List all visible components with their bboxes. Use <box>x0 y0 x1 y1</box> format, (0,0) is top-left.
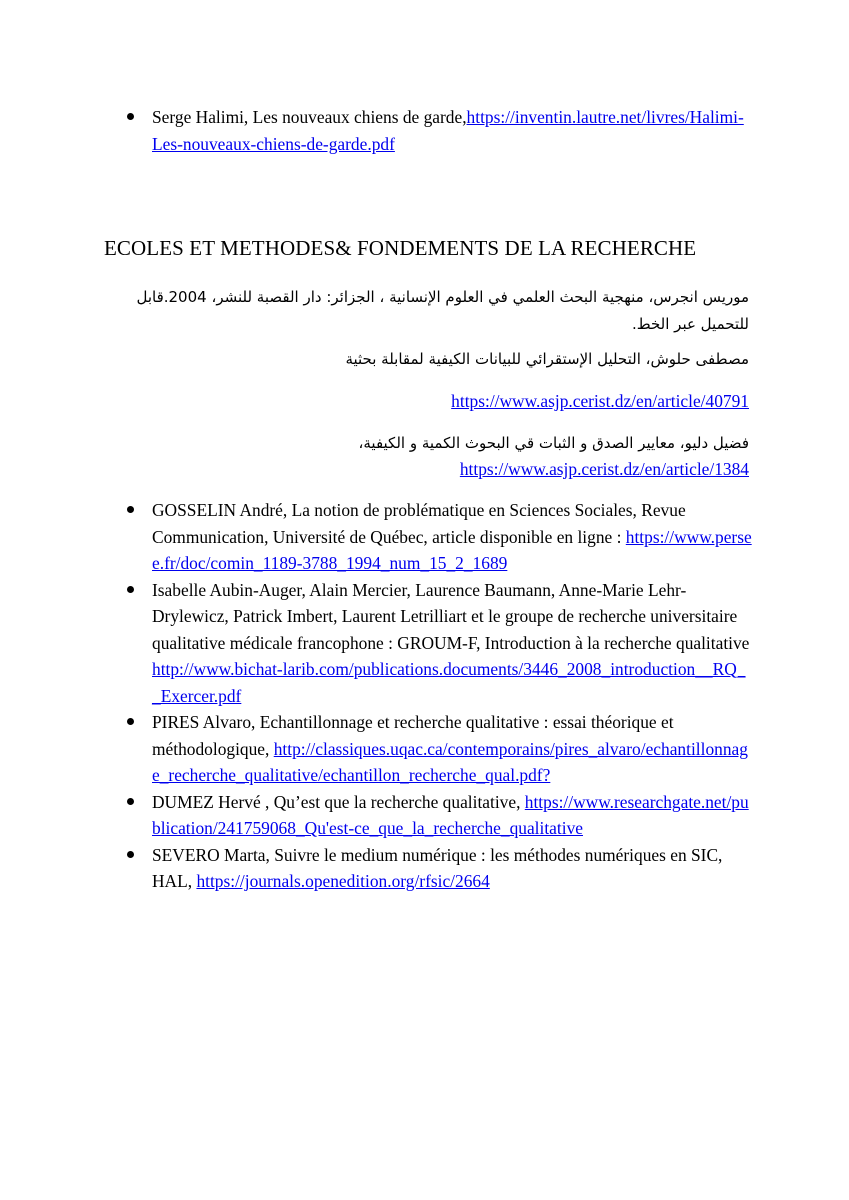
bullet-icon <box>127 798 134 805</box>
reference-text: DUMEZ Hervé , Qu’est que la recherche qualitative, <box>152 791 525 812</box>
arabic-reference-3: فضيل دليو، معايير الصدق و الثبات قي البحوث الكمية و الكيفية، <box>358 434 749 452</box>
reference-link[interactable]: https://www.researchgate.net/publication/241759068_Qu'est-ce_que_la_recherche_qualitative <box>152 791 749 838</box>
reference-text: SEVERO Marta, Suivre le medium numérique : les méthodes numériques en SIC, HAL, <box>152 844 723 891</box>
reference-text: PIRES Alvaro, Echantillonnage et recherche qualitative : essai théorique et méthodologique, <box>152 712 674 759</box>
list-item <box>152 577 752 710</box>
list-item <box>152 497 752 577</box>
arabic-reference-2-link[interactable]: https://www.asjp.cerist.dz/en/article/40791 <box>451 391 749 411</box>
reference-link[interactable]: https://inventin.lautre.net/livres/Halimi-Les-nouveaux-chiens-de-garde.pdf <box>152 107 744 154</box>
bullet-icon <box>127 506 134 513</box>
reference-list-bottom <box>152 497 752 895</box>
reference-link[interactable]: https://www.persee.fr/doc/comin_1189-3788_1994_num_15_2_1689 <box>152 526 752 573</box>
reference-link[interactable]: http://www.bichat-larib.com/publications.documents/3446_2008_introduction__RQ__Exercer.pdf <box>152 659 746 706</box>
bullet-icon <box>127 113 134 120</box>
reference-text: GOSSELIN André, La notion de problématique en Sciences Sociales, Revue Communication, Université de Québec, article disponible en ligne : <box>152 500 686 547</box>
arabic-reference-3-link[interactable]: https://www.asjp.cerist.dz/en/article/1384 <box>459 459 749 479</box>
list-item <box>152 842 752 895</box>
reference-link[interactable]: http://classiques.uqac.ca/contemporains/pires_alvaro/echantillonnage_recherche_qualitative/echantillon_recherche_qual.pdf? <box>152 738 748 785</box>
list-item <box>152 104 752 157</box>
reference-text: Serge Halimi, Les nouveaux chiens de garde, <box>152 107 467 127</box>
bullet-icon <box>127 851 134 858</box>
arabic-reference-1: موريس انجرس، منهجية البحث العلمي في العلوم الإنسانية ، الجزائر: دار القصبة للنشر، 2004.قابل للتحميل عبر الخط. <box>136 288 749 333</box>
arabic-reference-2: مصطفى حلوش، التحليل الإستقرائي للبيانات الكيفية لمقابلة بحثية <box>345 350 749 368</box>
reference-text: Isabelle Aubin-Auger, Alain Mercier, Laurence Baumann, Anne-Marie Lehr-Drylewicz, Patrick Imbert, Laurent Letrilliart et le groupe de recherche universitaire qualitative médicale francophone : GROUM-F, Introduction à la recherche qualitative <box>152 579 750 653</box>
section-heading: ECOLES ET METHODES& FONDEMENTS DE LA RECHERCHE <box>104 236 697 260</box>
list-item <box>152 789 752 842</box>
list-item <box>152 709 752 789</box>
bullet-icon <box>127 718 134 725</box>
reference-link[interactable]: https://journals.openedition.org/rfsic/2664 <box>196 871 490 891</box>
bullet-icon <box>127 586 134 593</box>
reference-list-top <box>152 104 752 157</box>
